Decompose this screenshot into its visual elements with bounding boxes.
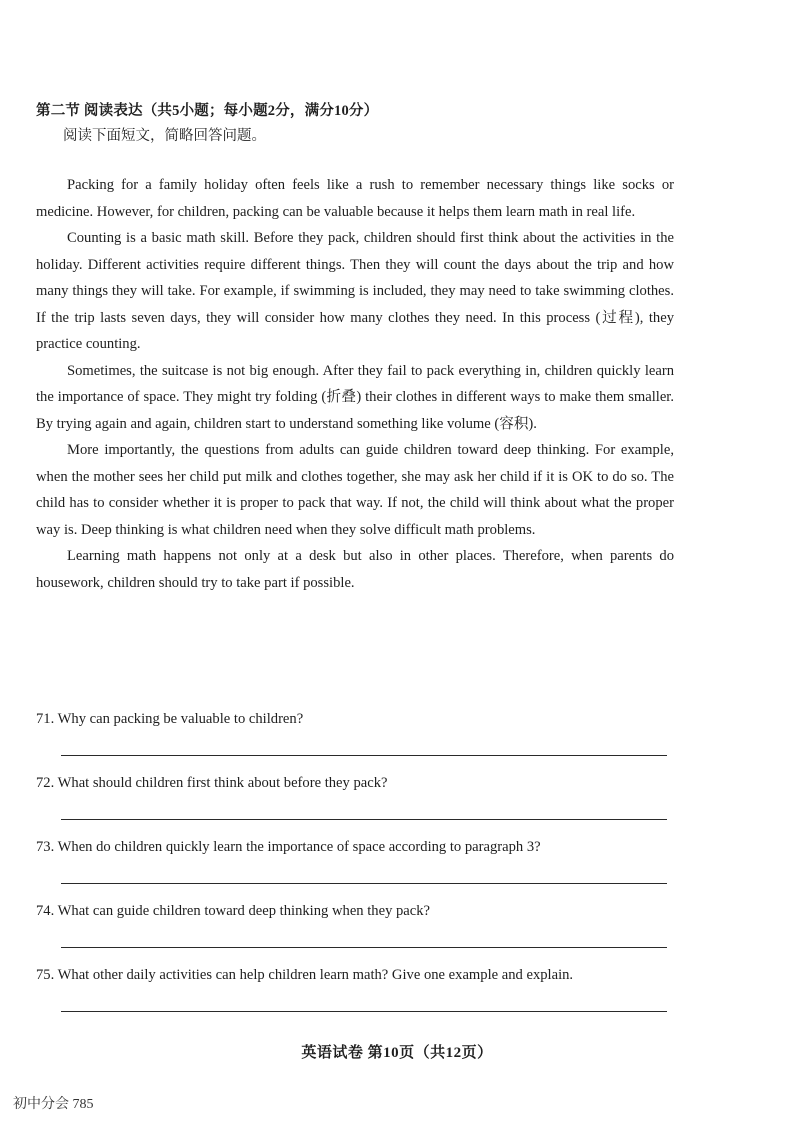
passage-paragraph-3: Sometimes, the suitcase is not big enough. After they fail to pack everything in, children quickly learn the importance of space. They might try folding (折叠) their clothes in different ways to make them smaller. By trying again and again, children start to understand something like volume (容积). (36, 362, 674, 432)
question-list (36, 708, 676, 1028)
question-72 (36, 772, 676, 836)
question-71 (36, 708, 676, 772)
question-75 (36, 964, 676, 1028)
passage-paragraph-1: Packing for a family holiday often feels like a rush to remember necessary things like socks or medicine. However, for children, packing can be valuable because it helps them learn math in real life. (36, 177, 674, 220)
question-74 (36, 900, 676, 964)
answer-line-75[interactable] (61, 1011, 667, 1012)
question-text: 75. What other daily activities can help children learn math? Give one example and explain. (36, 967, 574, 983)
question-text: 74. What can guide children toward deep thinking when they pack? (36, 903, 431, 919)
section-header: 第二节 阅读表达（共5小题；每小题2分，满分10分） (36, 103, 379, 119)
reading-passage (36, 172, 674, 596)
passage-paragraph-2: Counting is a basic math skill. Before they pack, children should first think about the activities in the holiday. Different activities require different things. Then they will count the days about the trip and how many things they will take. For example, if swimming is included, they may need to take swimming clothes. If the trip lasts seven days, they will consider how many clothes they need. In this process (过程), they practice counting. (36, 230, 674, 352)
answer-line-73[interactable] (61, 883, 667, 884)
question-text: 72. What should children first think about before they pack? (36, 775, 388, 791)
instruction-text: 阅读下面短文，简略回答问题。 (63, 128, 266, 144)
question-text: 71. Why can packing be valuable to children? (36, 711, 304, 727)
question-73 (36, 836, 676, 900)
watermark-text: 初中分会 785 (13, 1097, 94, 1112)
answer-line-72[interactable] (61, 819, 667, 820)
passage-paragraph-5: Learning math happens not only at a desk but also in other places. Therefore, when parents do housework, children should try to take part if possible. (36, 548, 674, 591)
page-footer: 英语试卷 第10页（共12页） (301, 1045, 493, 1061)
question-text: 73. When do children quickly learn the importance of space according to paragraph 3? (36, 839, 541, 855)
passage-paragraph-4: More importantly, the questions from adults can guide children toward deep thinking. For example, when the mother sees her child put milk and clothes together, she may ask her child if it is OK to do so. The child has to consider whether it is proper to pack that way. If not, the child will think about what the proper way is. Deep thinking is what children need when they solve difficult math problems. (36, 442, 674, 538)
answer-line-71[interactable] (61, 755, 667, 756)
answer-line-74[interactable] (61, 947, 667, 948)
